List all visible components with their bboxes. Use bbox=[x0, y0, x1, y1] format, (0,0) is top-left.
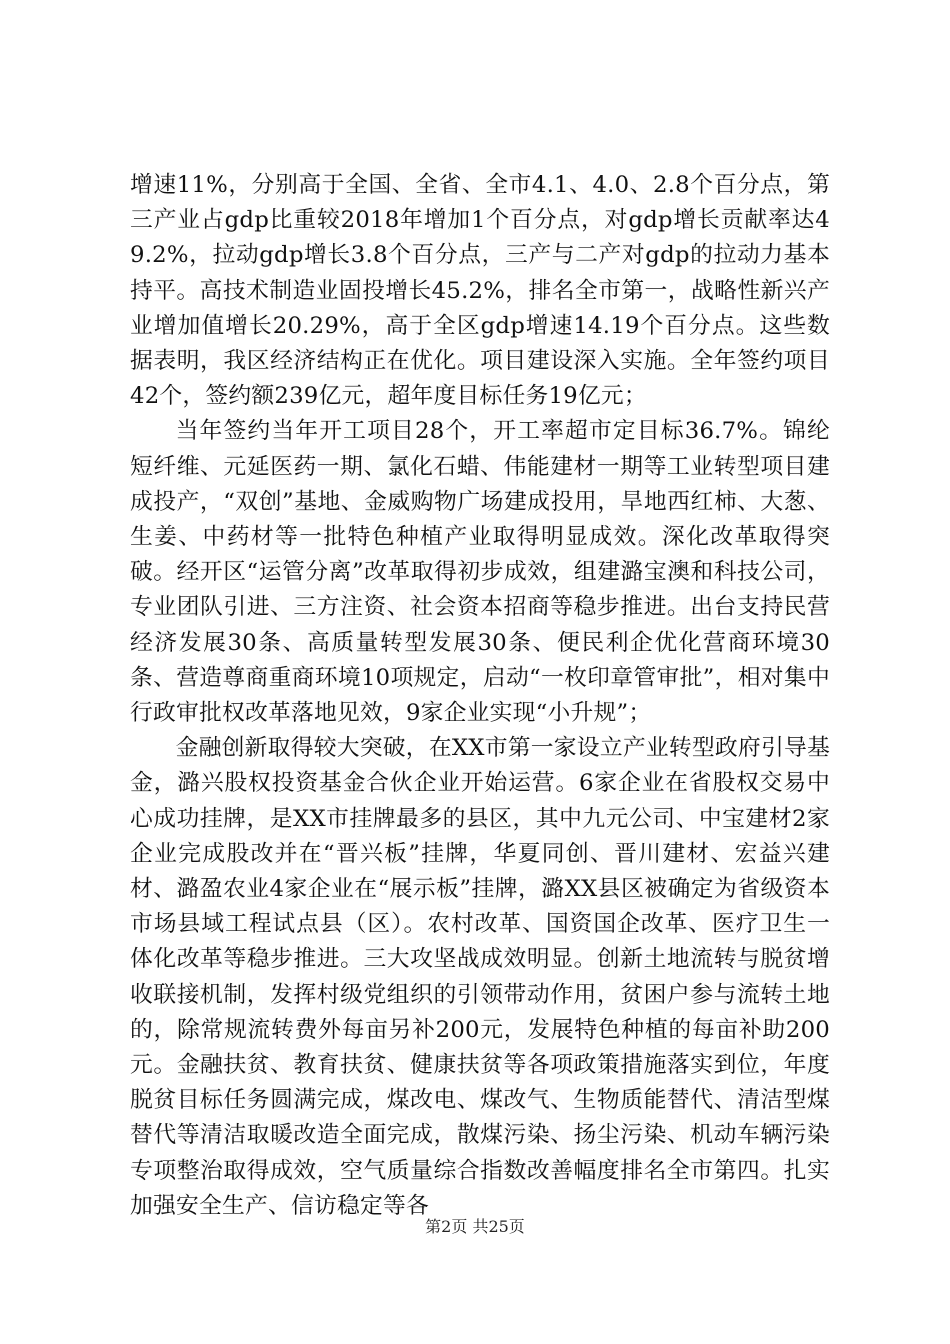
paragraph-2: 当年签约当年开工项目28个，开工率超市定目标36.7%。锦纶短纤维、元延医药一期、氯化石蜡、伟能建材一期等工业转型项目建成投产，“双创”基地、金威购物广场建成投用，旱地西红柿、大葱、生姜、中药材等一批特色种植产业取得明显成效。深化改革取得突破。经开区“运管分离”改革取得初步成效，组建潞宝澳和科技公司，专业团队引进、三方注资、社会资本招商等稳步推进。出台支持民营经济发展30条、高质量转型发展30条、便民利企优化营商环境30条、营造尊商重商环境10项规定，启动“一枚印章管审批”，相对集中行政审批权改革落地见效，9家企业实现“小升规”； bbox=[130, 418, 830, 727]
paragraph-3: 金融创新取得较大突破，在XX市第一家设立产业转型政府引导基金，潞兴股权投资基金合伙企业开始运营。6家企业在省股权交易中心成功挂牌，是XX市挂牌最多的县区，其中九元公司、中宝建材2家企业完成股改并在“晋兴板”挂牌，华夏同创、晋川建材、宏益兴建材、潞盈农业4家企业在“展示板”挂牌，潞XX县区被确定为省级资本市场县域工程试点县（区）。农村改革、国资国企改革、医疗卫生一体化改革等稳步推进。三大攻坚战成效明显。创新土地流转与脱贫增收联接机制，发挥村级党组织的引领带动作用，贫困户参与流转土地的，除常规流转费外每亩另补200元，发展特色种植的每亩补助200元。金融扶贫、教育扶贫、健康扶贫等各项政策措施落实到位，年度脱贫目标任务圆满完成，煤改电、煤改气、生物质能替代、清洁型煤替代等清洁取暖改造全面完成，散煤污染、扬尘污染、机动车辆污染专项整治取得成效，空气质量综合指数改善幅度排名全市第四。扎实加强安全生产、信访稳定等各 bbox=[130, 735, 830, 1219]
paragraph-1: 增速11%，分别高于全国、全省、全市4.1、4.0、2.8个百分点，第三产业占gdp比重较2018年增加1个百分点，对gdp增长贡献率达49.2%，拉动gdp增长3.8个百分点，三产与二产对gdp的拉动力基本持平。高技术制造业固投增长45.2%，排名全市第一，战略性新兴产业增加值增长20.29%，高于全区gdp增速14.19个百分点。这些数据表明，我区经济结构正在优化。项目建设深入实施。全年签约项目42个，签约额239亿元，超年度目标任务19亿元； bbox=[130, 172, 830, 410]
document-body bbox=[130, 168, 830, 1224]
page-number-footer: 第2页 共25页 bbox=[425, 1217, 525, 1236]
